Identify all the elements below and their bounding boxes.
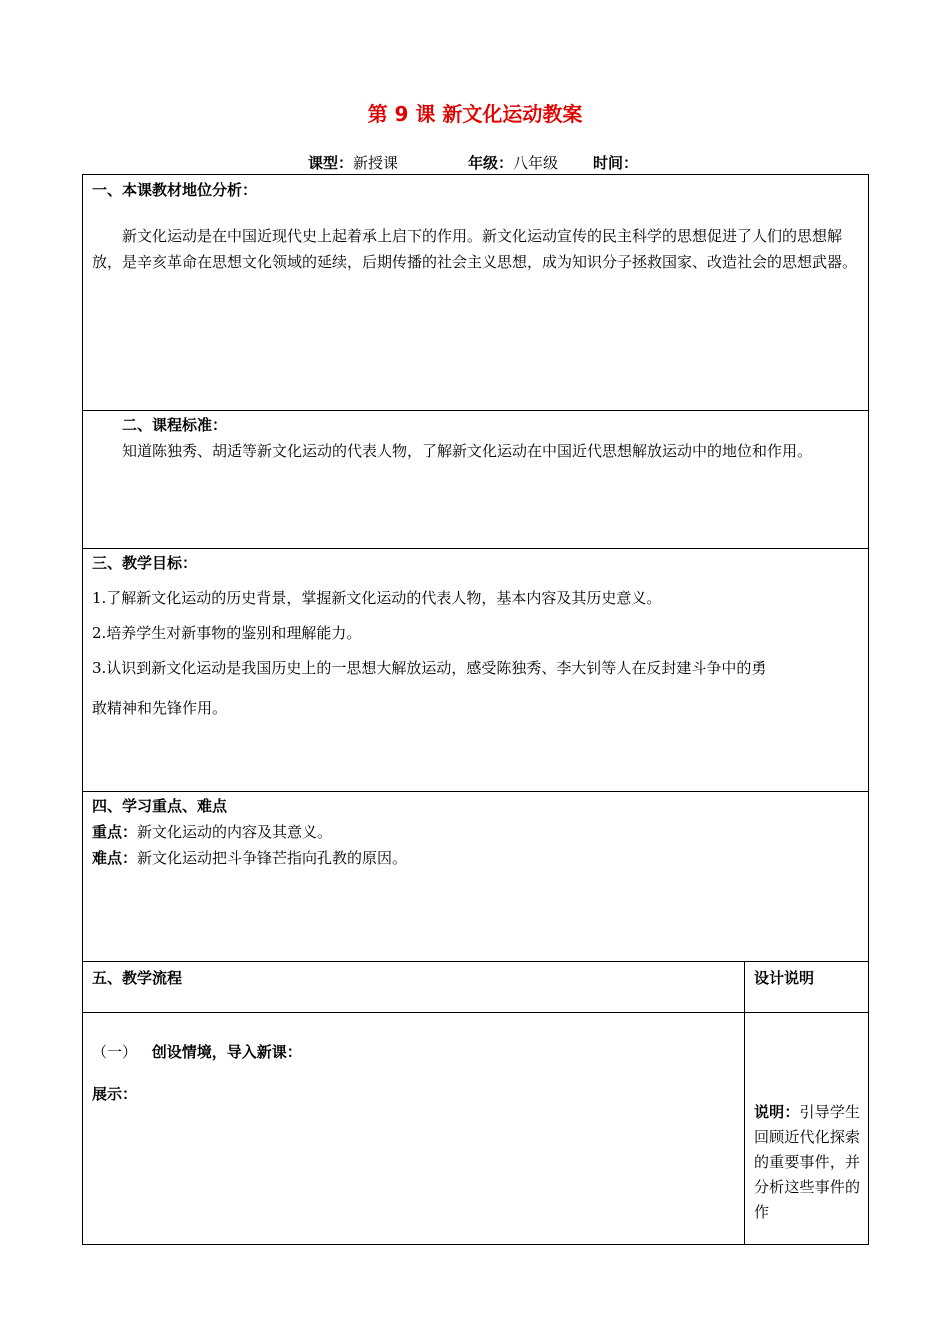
section-1-heading: 一、本课教材地位分析：	[92, 181, 258, 199]
table-border-right	[868, 174, 869, 1245]
step-1-title: 创设情境，导入新课：	[151, 1043, 302, 1061]
design-note-label: 说明：	[754, 1103, 800, 1121]
grade-value: 八年级	[513, 154, 559, 172]
column-divider	[744, 961, 745, 1245]
grade-label: 年级：	[468, 154, 514, 172]
key-point	[92, 819, 860, 845]
design-notes-heading: 设计说明	[754, 969, 815, 987]
section-4-heading: 四、学习重点、难点	[92, 797, 228, 815]
key-point-label: 重点：	[92, 823, 138, 841]
lesson-type	[308, 152, 398, 173]
lesson-type-label: 课型：	[308, 154, 354, 172]
objective-3-line-1: 3.认识到新文化运动是我国历史上的一思想大解放运动，感受陈独秀、李大钊等人在反封建斗争中的勇	[92, 659, 767, 677]
objective-2: 2.培养学生对新事物的鉴别和理解能力。	[92, 624, 362, 642]
table-border-left	[82, 174, 83, 1245]
section-3	[92, 550, 860, 721]
key-point-text: 新文化运动的内容及其意义。	[137, 823, 333, 841]
show-label: 展示：	[92, 1085, 138, 1103]
step-1-number: （一）	[92, 1043, 138, 1061]
time-label: 时间：	[593, 154, 639, 172]
page-title: 第 9 课 新文化运动教案	[367, 102, 583, 126]
row-divider-1	[82, 410, 869, 411]
difficult-point-label: 难点：	[92, 849, 138, 867]
design-note-text: 引导学生回顾近代化探索的重要事件，并分析这些事件的作	[754, 1103, 860, 1221]
section-3-heading: 三、教学目标：	[92, 554, 198, 572]
step-1	[92, 1039, 732, 1065]
row-divider-2	[82, 548, 869, 549]
row-divider-5	[82, 1012, 869, 1013]
section-2-heading: 二、课程标准：	[122, 416, 228, 434]
section-5-heading: 五、教学流程	[92, 969, 183, 987]
section-2	[92, 412, 860, 464]
difficult-point-text: 新文化运动把斗争锋芒指向孔教的原因。	[137, 849, 408, 867]
section-2-body: 知道陈独秀、胡适等新文化运动的代表人物，了解新文化运动在中国近代思想解放运动中的地位和作用。	[122, 442, 813, 460]
row-divider-3	[82, 791, 869, 792]
time	[593, 152, 638, 173]
row-divider-4	[82, 961, 869, 962]
grade	[468, 152, 558, 173]
objective-3-line-2: 敢精神和先锋作用。	[92, 699, 228, 717]
section-1	[92, 177, 860, 275]
section-1-body: 新文化运动是在中国近现代史上起着承上启下的作用。新文化运动宣传的民主科学的思想促进了人们的思想解放，是辛亥革命在思想文化领域的延续，后期传播的社会主义思想，成为知识分子拯救国家、改造社会的思想武器。	[92, 227, 858, 271]
difficult-point	[92, 845, 860, 871]
lesson-type-value: 新授课	[353, 154, 399, 172]
table-border-bottom	[82, 1244, 869, 1245]
design-note	[754, 1100, 860, 1225]
table-border-top	[82, 174, 869, 175]
section-4	[92, 793, 860, 871]
objective-1: 1.了解新文化运动的历史背景，掌握新文化运动的代表人物，基本内容及其历史意义。	[92, 589, 662, 607]
